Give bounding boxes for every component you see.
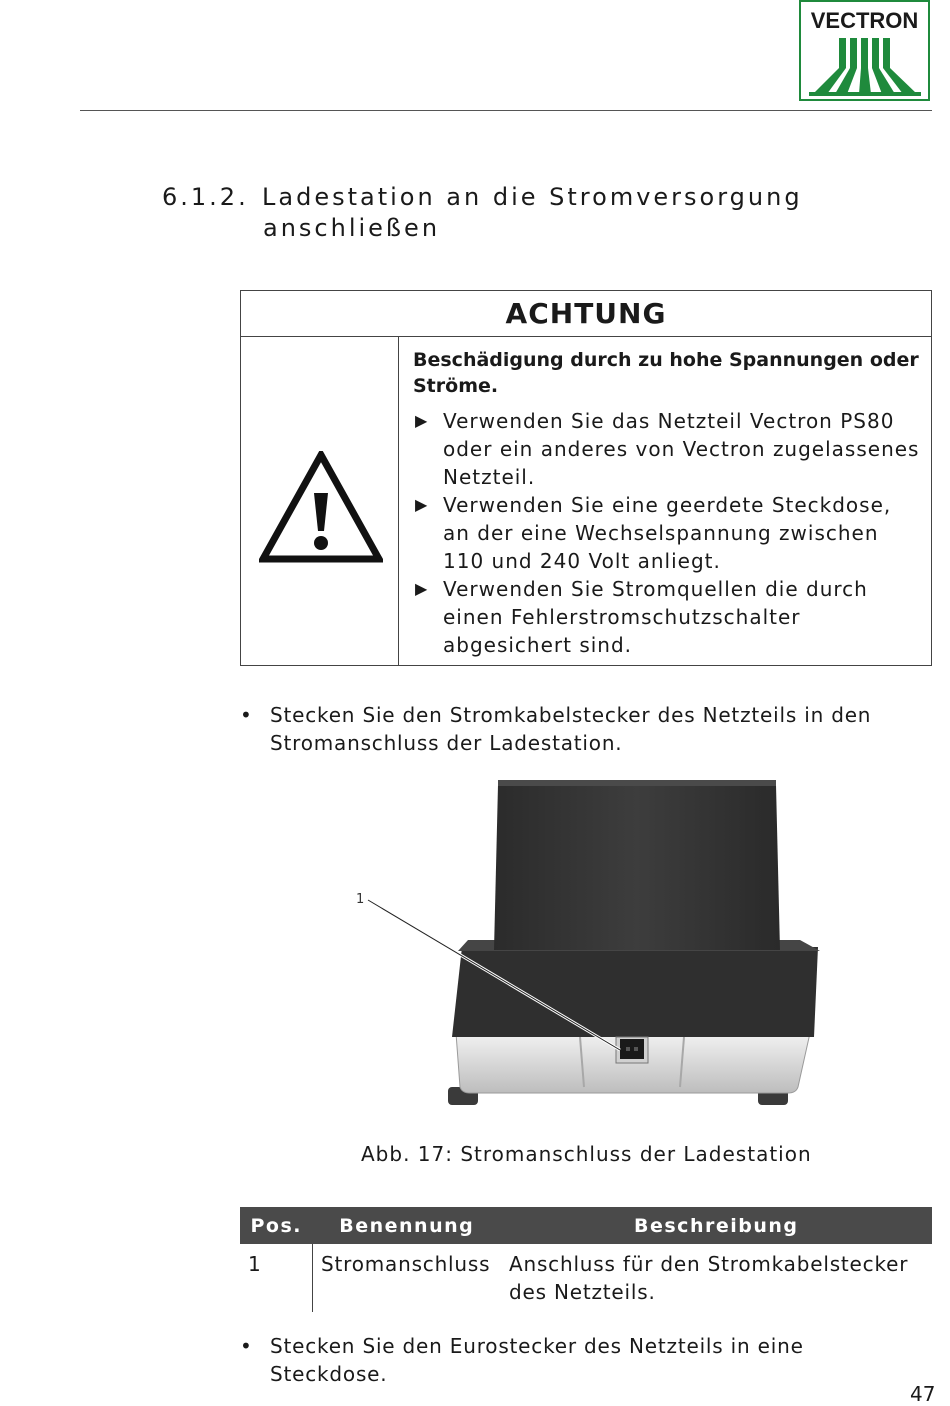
warning-subtitle: Beschädigung durch zu hohe Spannungen oder Ströme. [413,349,919,397]
vectron-logo-icon [809,38,921,96]
section-title-line1: Ladestation an die Stromversorgung [262,183,803,211]
instruction-step: • Stecken Sie den Stromkabelstecker des Netzteils in den Stromanschluss der Ladestation. [240,703,872,755]
warning-item: ▶ Verwenden Sie das Netzteil Vectron PS80 oder ein anderes von Vectron zugelassenes Netzteil. [415,409,920,489]
instruction-step: • Stecken Sie den Eurostecker des Netzteils in eine Steckdose. [240,1334,804,1386]
vectron-logo [799,0,930,101]
figure-callout-1: 1 [356,892,365,907]
col-header-pos: Pos. [240,1207,313,1244]
cell-name: Stromanschluss [321,1252,491,1276]
col-header-desc: Beschreibung [501,1207,932,1244]
table-row [240,1244,932,1312]
bullet-dot-icon: • [240,703,253,727]
section-heading [162,182,803,244]
warning-divider [398,336,399,665]
warning-box [240,290,932,666]
figure-caption: Abb. 17: Stromanschluss der Ladestation [361,1142,812,1166]
table-header-row [240,1207,932,1244]
triangle-bullet-icon: ▶ [415,579,429,598]
warning-triangle-icon [259,451,383,563]
warning-title: ACHTUNG [241,291,931,337]
cell-desc: Anschluss für den Stromkabelstecker des Netzteils. [509,1252,909,1304]
triangle-bullet-icon: ▶ [415,411,429,430]
col-header-name: Benennung [313,1207,502,1244]
warning-item: ▶ Verwenden Sie eine geerdete Steckdose, an der eine Wechselspannung zwischen 110 und 240 Volt anliegt. [415,493,892,573]
charging-station-figure [348,775,838,1115]
warning-item: ▶ Verwenden Sie Stromquellen die durch einen Fehlerstromschutzschalter abgesichert sind. [415,577,868,657]
position-table [240,1207,932,1312]
page-number: 47 [910,1382,936,1406]
warning-list [413,407,923,659]
warning-content [413,347,923,659]
triangle-bullet-icon: ▶ [415,495,429,514]
section-number: 6.1.2. [162,183,249,211]
header-rule [80,110,932,111]
logo-text: VECTRON [810,8,919,33]
bullet-dot-icon: • [240,1334,253,1358]
cell-pos: 1 [240,1244,313,1312]
section-title-line2: anschließen [263,214,441,242]
